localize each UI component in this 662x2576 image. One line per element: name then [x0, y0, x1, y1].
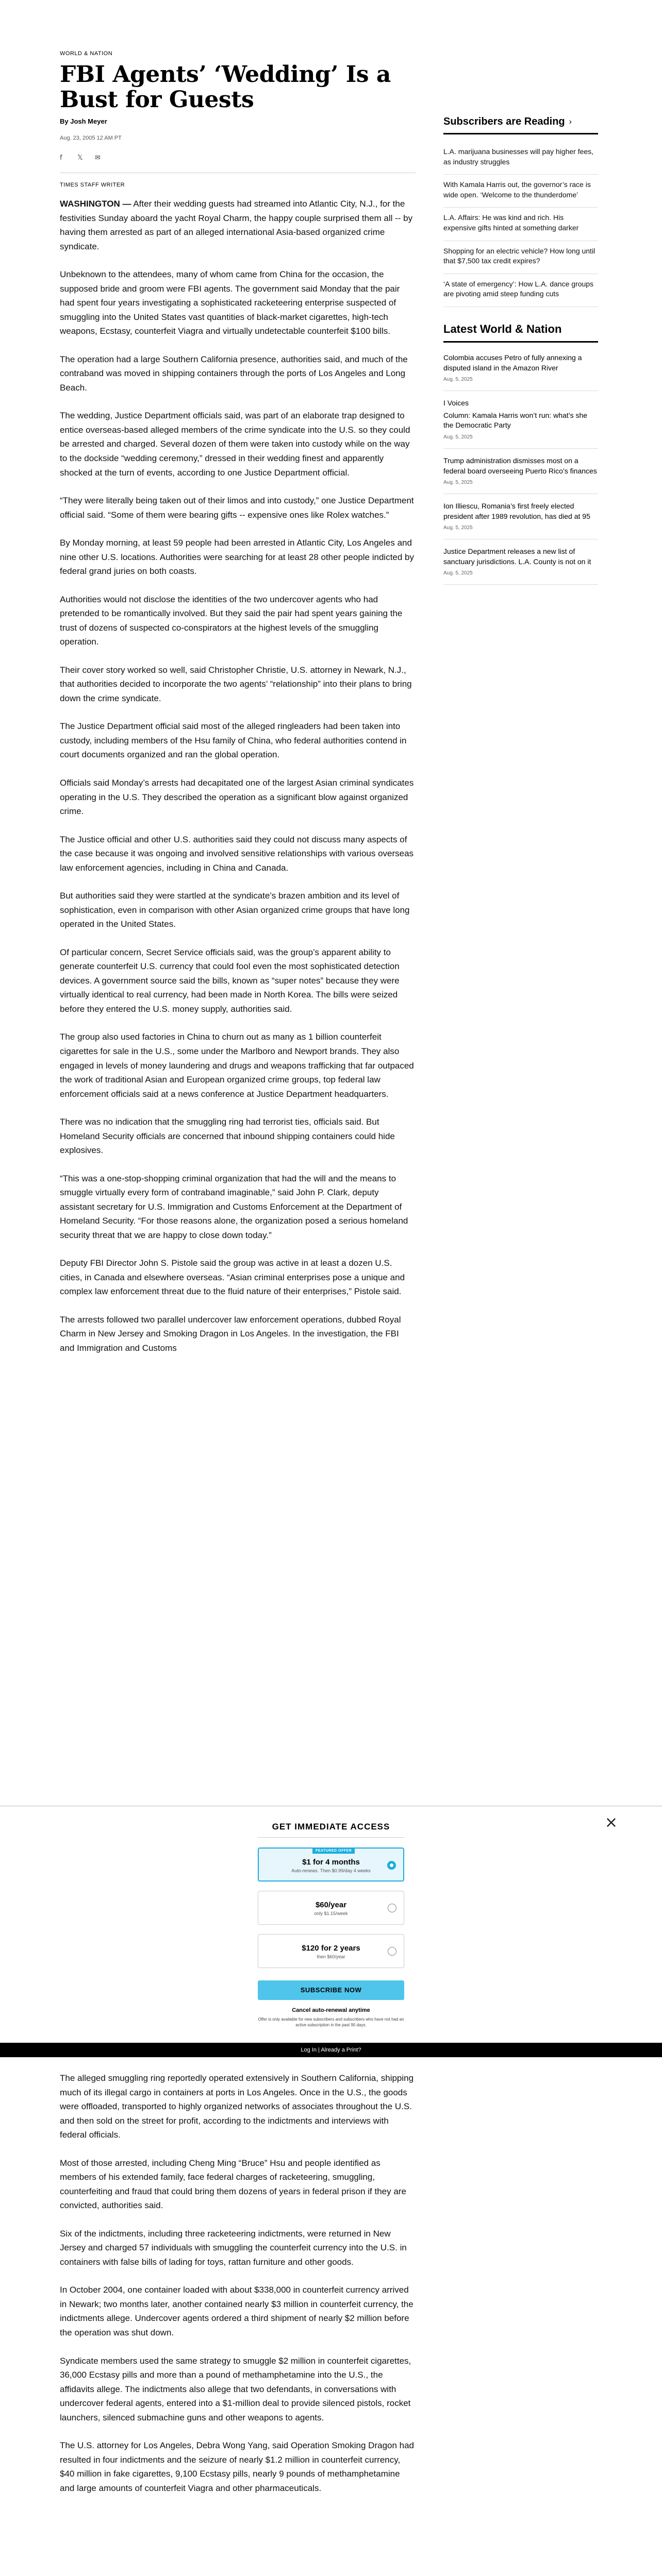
offer-option[interactable] — [258, 1934, 404, 1968]
offer-option[interactable] — [258, 1891, 404, 1925]
article-body-bottom — [60, 2071, 416, 2509]
paragraph: The Justice official and other U.S. authorities said they could not discuss many aspects of the case because it was ongoing and involved sensitive relationships with various overseas law enforcement agencies, including in China and Canada. — [60, 834, 414, 873]
reading-item[interactable]: L.A. Affairs: He was kind and rich. His expensive gifts hinted at something darker — [443, 208, 598, 241]
reading-item[interactable]: ‘A state of emergency’: How L.A. dance groups are pivoting amid steep funding cuts — [443, 274, 598, 307]
latest-item-date: Aug. 5, 2025 — [443, 570, 473, 577]
paragraph-text: After their wedding guests had streamed into Atlantic City, N.J., for the festivities Sunday aboard the yacht Royal Charm, the happy couple surprised them all -- by having them arrested as part of an alleged international Asia-based organized crime syndicate. — [60, 199, 413, 251]
paywall-modal — [0, 1806, 662, 2043]
paragraph: But authorities said they were startled at the syndicate’s brazen ambition and its level of sophistication, even in comparison with other Asian organized crime groups that have long operated in the United States. — [60, 891, 410, 929]
sidebar — [443, 116, 598, 585]
subscribers-reading-heading[interactable] — [443, 116, 598, 134]
paragraph: The group also used factories in China to churn out as many as 1 billion counterfeit cigarettes for sale in the U.S., some under the Marlboro and Newport brands. They also engaged in levels of money laundering and drugs and weapons trafficking that far outpaced the work of traditional Asian and European organized crime groups, top federal law enforcement officials said at a news conference at Justice Department headquarters. — [60, 1032, 414, 1099]
latest-item-date: Aug. 5, 2025 — [443, 434, 473, 440]
chevron-right-icon: › — [569, 117, 572, 126]
paywall-title: GET IMMEDIATE ACCESS — [272, 1822, 390, 1832]
offer-terms: only $1.15/week — [314, 1911, 348, 1916]
paragraph: Of particular concern, Secret Service officials said, was the group’s apparent ability to generate counterfeit U.S. currency that could fool even the most sophisticated detection devices. A government source said the bills, known as “super notes” because they were virtually identical to real currency, had been made in North Korea. The bills were seized before they entered the U.S. money supply, authorities said. — [60, 947, 400, 1014]
offer-price: $60/year — [315, 1901, 347, 1909]
latest-item-title: Colombia accuses Petro of fully annexing a disputed island in the Amazon River — [443, 353, 582, 372]
featured-badge: FEATURED OFFER — [312, 1848, 355, 1854]
offer-price: $120 for 2 years — [302, 1944, 360, 1953]
offer-fine-print: Offer is only available for new subscribers and subscribers who have not had an active subscription in the past 90 days. — [258, 2017, 404, 2028]
offer-option-featured[interactable] — [258, 1848, 404, 1882]
paragraph: Syndicate members used the same strategy to smuggle $2 million in counterfeit cigarettes, 36,000 Ecstasy pills and more than a pound of methamphetamine into the U.S., the affidavits allege. The indictments also allege that two defendants, in conversations with undercover federal agents, entered into a $1-million deal to provide silenced pistols, rocket launchers, silenced submachine guns and other weapons to agents. — [60, 2355, 411, 2422]
paragraph: Most of those arrested, including Cheng Ming “Bruce” Hsu and people identified as members of his extended family, face federal charges of racketeering, smuggling, counterfeiting and fraud that could bring them dozens of years in federal prison if they are convicted, authorities said. — [60, 2158, 406, 2211]
cancel-note: Cancel auto-renewal anytime — [292, 2007, 370, 2013]
latest-item-title: Ion Illiescu, Romania’s first freely elected president after 1989 revolution, has died at 95 — [443, 502, 590, 520]
reading-item[interactable]: With Kamala Harris out, the governor’s race is wide open. ‘Welcome to the thunderdome’ — [443, 175, 598, 208]
paragraph: “They were literally being taken out of their limos and into custody,” one Justice Department official said. “Some of them were bearing gifts -- expensive ones like Rolex watches.” — [60, 496, 414, 520]
paragraph — [60, 197, 416, 253]
paragraph: Authorities would not disclose the identities of the two undercover agents who had pretended to be romantically involved. But they said the pair had spent years gaining the trust of dozens of suspected co-conspirators at the highest levels of the smuggling operation. — [60, 594, 403, 647]
close-icon[interactable]: × — [604, 1814, 618, 1832]
headline: FBI Agents’ ‘Wedding’ Is a Bust for Guests — [60, 61, 391, 113]
radio-icon[interactable] — [388, 1947, 396, 1956]
paragraph: There was no indication that the smuggling ring had terrorist ties, officials said. But Homeland Security officials are concerned that inbound shipping containers could hide explosives. — [60, 1117, 395, 1156]
latest-item-title: I Voices — [443, 399, 469, 408]
reading-item[interactable]: Shopping for an electric vehicle? How long until that $7,500 tax credit expires? — [443, 241, 598, 274]
latest-item-date: Aug. 5, 2025 — [443, 525, 473, 531]
paragraph: The operation had a large Southern California presence, authorities said, and much of the contraband was moved in shipping containers through the ports of Los Angeles and Long Beach. — [60, 354, 408, 393]
paragraph: Six of the indictments, including three racketeering indictments, were returned in New Jersey and charged 57 individuals with smuggling the counterfeit currency into the U.S. in containers with false bills of lading for toys, rattan furniture and other goods. — [60, 2228, 407, 2267]
subscribe-button[interactable]: SUBSCRIBE NOW — [258, 1980, 404, 2000]
reading-item[interactable]: L.A. marijuana businesses will pay higher fees, as industry struggles — [443, 142, 598, 175]
latest-item-title: Trump administration dismisses most on a federal board overseeing Puerto Rico’s finances — [443, 456, 597, 475]
paragraph: Officials said Monday’s arrests had decapitated one of the largest Asian criminal syndicates operating in the U.S. They described the operation as a significant blow against organized crime. — [60, 778, 414, 817]
paragraph: “This was a one-stop-shopping criminal organization that had the will and the means to smuggle virtually every form of contraband imaginable,” said John P. Clark, deputy assistant secretary for U.S. Immigration and Customs Enforcement at the Department of Homeland Security. “For those reasons alone, the organization posed a serious homeland security threat that we are happy to close down today.” — [60, 1173, 408, 1240]
publish-date: Aug. 23, 2005 12 AM PT — [60, 135, 122, 141]
subscribers-reading-title: Subscribers are Reading — [443, 116, 565, 127]
latest-item-date: Aug. 5, 2025 — [443, 377, 473, 383]
offer-terms: then $60/year — [317, 1954, 345, 1959]
paragraph: The wedding, Justice Department officials said, was part of an elaborate trap designed to entice overseas-based alleged members of the crime syndicate into the U.S. so they could be arrested and charged. Several dozen of them were taken into custody while on the way to the dockside “wedding ceremony,” dressed in their wedding finest and apparently shocked at the turn of events, according to one Justice Department official. — [60, 411, 410, 478]
latest-heading[interactable]: Latest World & Nation — [443, 323, 598, 343]
login-bar[interactable]: Log In | Already a Print? — [0, 2043, 662, 2057]
paragraph: The arrests followed two parallel undercover law enforcement operations, dubbed Royal Charm in New Jersey and Smoking Dragon in Los Angeles. In the investigation, the FBI and Immigration and Customs — [60, 1314, 401, 1353]
offer-price: $1 for 4 months — [302, 1858, 360, 1867]
radio-selected-icon[interactable] — [387, 1861, 396, 1870]
share-bar — [60, 155, 102, 162]
latest-item[interactable] — [443, 539, 598, 585]
latest-item-date: Aug. 5, 2025 — [443, 480, 473, 486]
byline[interactable]: By Josh Meyer — [60, 117, 107, 125]
email-icon[interactable]: ✉ — [95, 154, 101, 162]
paragraph: By Monday morning, at least 59 people had been arrested in Atlantic City, Los Angeles and nine other U.S. locations. Authorities were searching for at least 28 other people indicted by federal grand juries on both coasts. — [60, 538, 415, 577]
latest-item[interactable] — [443, 494, 598, 539]
latest-item-title: Column: Kamala Harris won’t run: what’s she the Democratic Party — [443, 411, 588, 430]
radio-icon[interactable] — [388, 1904, 396, 1912]
twitter-icon[interactable]: 𝕏 — [77, 154, 83, 162]
latest-item[interactable] — [443, 449, 598, 494]
paragraph: The alleged smuggling ring reportedly operated extensively in Southern California, shipping much of its illegal cargo in containers at ports in Los Angeles. Once in the U.S., the goods were offloaded, transported to highly organized networks of associates throughout the U.S. and then sold on the street for profit, according to the indictments and interviews with federal officials. — [60, 2073, 414, 2140]
article-body-top — [60, 197, 416, 1369]
divider — [258, 1837, 404, 1838]
facebook-icon[interactable]: f — [60, 154, 62, 162]
staff-label: TIMES STAFF WRITER — [60, 182, 125, 188]
latest-item-title: Justice Department releases a new list of sanctuary jurisdictions. L.A. County is not on it — [443, 547, 591, 566]
offer-terms: Auto-renews. Then $0.99/day 4 weeks — [291, 1868, 371, 1873]
paragraph: Their cover story worked so well, said Christopher Christie, U.S. attorney in Newark, N.J., that authorities decided to incorporate the two agents’ “relationship” into their plans to bring down the crime syndicate. — [60, 665, 412, 703]
paragraph: Unbeknown to the attendees, many of whom came from China for the occasion, the supposed bride and groom were FBI agents. The government said Monday that the pair had spent four years investigating a sophisticated racketeering enterprise suspected of smuggling into the United States vast quantities of black-market cigarettes, high-tech weapons, Ecstasy, counterfeit Viagra and virtually undetectable counterfeit $100 bills. — [60, 269, 400, 336]
paragraph: The U.S. attorney for Los Angeles, Debra Wong Yang, said Operation Smoking Dragon had resulted in four indictments and the seizure of nearly $1.2 million in counterfeit currency, $40 million in fake cigarettes, 9,100 Ecstasy pills, nearly 9 pounds of methamphetamine and large amounts of counterfeit Viagra and other pharmaceuticals. — [60, 2441, 415, 2493]
latest-item[interactable] — [443, 346, 598, 391]
latest-item[interactable] — [443, 391, 598, 449]
paragraph: In October 2004, one container loaded with about $338,000 in counterfeit currency arrived in Newark; two months later, another contained nearly $3 million in counterfeit currency, the indictments allege. Undercover agents ordered a third shipment of nearly $2 million before the operation was shut down. — [60, 2285, 413, 2337]
dateline-city: WASHINGTON — — [60, 199, 131, 209]
section-tag[interactable]: WORLD & NATION — [60, 50, 113, 57]
paragraph: Deputy FBI Director John S. Pistole said the group was active in at least a dozen U.S. cities, in Canada and elsewhere overseas. “Asian criminal enterprises pose a unique and complex law enforcement threat due to the fluid nature of their enterprises,” Pistole said. — [60, 1258, 405, 1297]
paragraph: The Justice Department official said most of the alleged ringleaders had been taken into custody, including members of the Hsu family of China, who federal authorities contend in court documents organized and ran the global operation. — [60, 721, 407, 760]
